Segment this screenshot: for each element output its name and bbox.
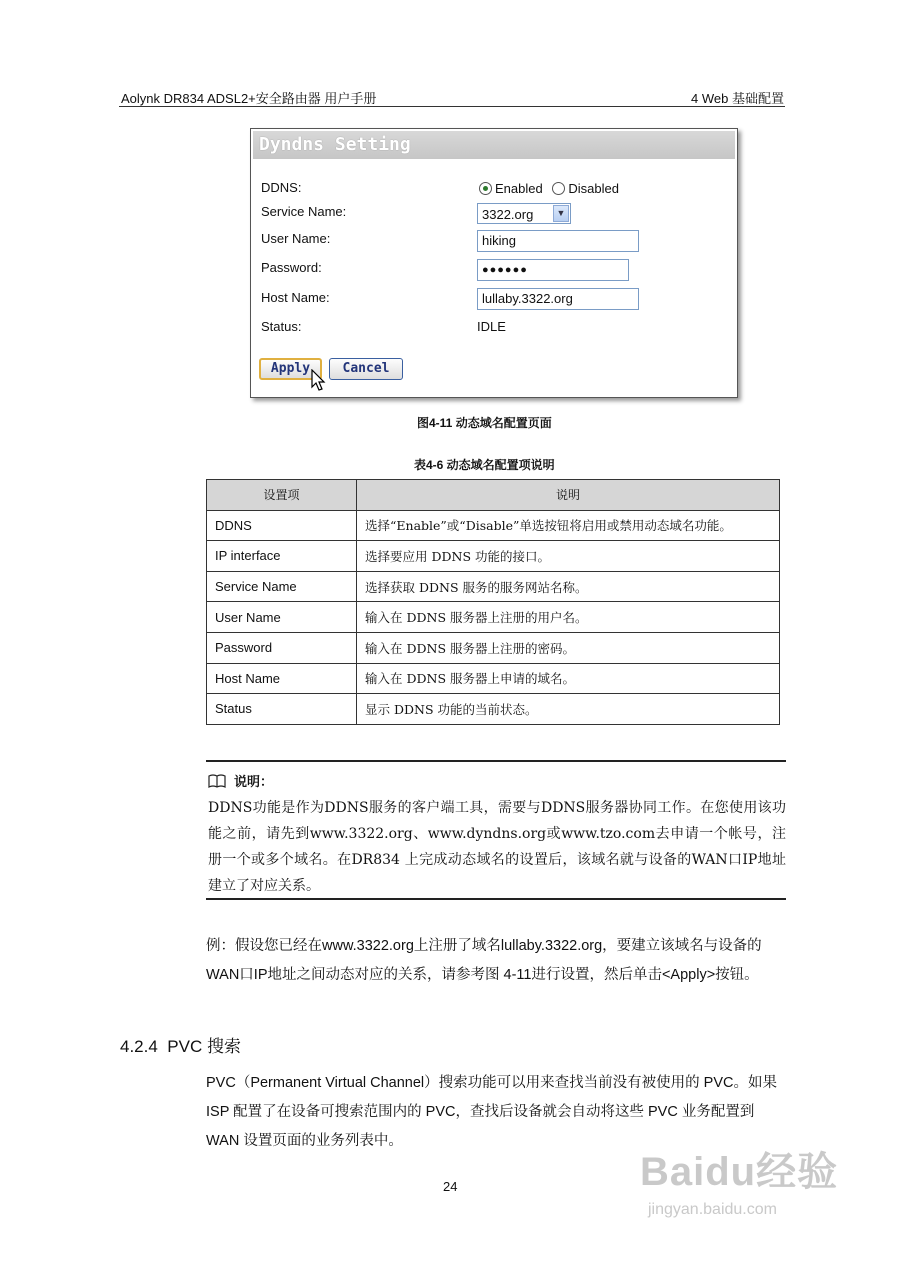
section-number: 4.2.4	[120, 1037, 158, 1056]
service-name-select[interactable]	[477, 203, 571, 224]
header-divider	[119, 106, 785, 107]
cell-setting: Status	[207, 694, 357, 725]
example-paragraph: 例：假设您已经在www.3322.org上注册了域名lullaby.3322.org，要建立该域名与设备的WAN口IP地址之间动态对应的关系，请参考图 4-11进行设置，然后单击<Apply>按钮。	[206, 938, 762, 983]
pvc-paragraph: PVC（Permanent Virtual Channel）搜索功能可以用来查找当前没有被使用的 PVC。如果 ISP 配置了在设备可搜索范围内的 PVC，查找后设备就会自动将这些 PVC 业务配置到 WAN 设置页面的业务列表中。	[206, 1075, 777, 1149]
header-title: Aolynk DR834 ADSL2+安全路由器 用户手册	[121, 91, 377, 106]
section-heading	[120, 1032, 241, 1057]
header-chapter: 4 Web 基础配置	[691, 91, 784, 106]
cell-description: 选择获取 DDNS 服务的服务网站名称。	[357, 571, 780, 602]
cell-description: 选择要应用 DDNS 功能的接口。	[357, 541, 780, 572]
cell-description: 输入在 DDNS 服务器上注册的用户名。	[357, 602, 780, 633]
book-icon	[208, 774, 226, 788]
enabled-radio[interactable]	[479, 182, 492, 195]
apply-button[interactable]: Apply	[259, 358, 322, 380]
service-name-label: Service Name:	[261, 204, 347, 219]
cell-setting: User Name	[207, 602, 357, 633]
ddns-radio-group	[479, 181, 619, 196]
table-row	[207, 602, 780, 633]
table-row	[207, 632, 780, 663]
table-row	[207, 694, 780, 725]
cell-description: 显示 DDNS 功能的当前状态。	[357, 694, 780, 725]
note-heading	[208, 771, 273, 790]
header-setting: 设置项	[207, 480, 357, 511]
cell-description: 输入在 DDNS 服务器上申请的域名。	[357, 663, 780, 694]
user-name-input[interactable]: hiking	[477, 230, 639, 252]
cell-setting: Service Name	[207, 571, 357, 602]
table-caption: 表4-6 动态域名配置项说明	[414, 458, 555, 472]
cell-setting: IP interface	[207, 541, 357, 572]
baidu-watermark	[640, 1140, 838, 1219]
disabled-radio[interactable]	[552, 182, 565, 195]
table-row	[207, 541, 780, 572]
chevron-down-icon[interactable]: ▼	[553, 205, 569, 222]
ddns-label: DDNS:	[261, 180, 302, 195]
note-bottom-rule	[206, 898, 786, 900]
watermark-url: jingyan.baidu.com	[648, 1201, 777, 1218]
table-row	[207, 510, 780, 541]
note-title: 说明：	[234, 774, 274, 789]
table-row	[207, 571, 780, 602]
status-value: IDLE	[477, 319, 506, 334]
host-name-input[interactable]: lullaby.3322.org	[477, 288, 639, 310]
watermark-brand: Baidu经验	[640, 1150, 839, 1194]
table-row	[207, 663, 780, 694]
settings-table	[206, 479, 780, 725]
user-name-label: User Name:	[261, 231, 331, 246]
table-header-row	[207, 480, 780, 511]
service-name-value: 3322.org	[482, 207, 534, 222]
figure-caption: 图4-11 动态域名配置页面	[417, 416, 552, 430]
cell-description: 输入在 DDNS 服务器上注册的密码。	[357, 632, 780, 663]
status-label: Status:	[261, 319, 302, 334]
host-name-label: Host Name:	[261, 290, 330, 305]
header-description: 说明	[357, 480, 780, 511]
cell-description: 选择“Enable”或“Disable”单选按钮将启用或禁用动态域名功能。	[357, 510, 780, 541]
cell-setting: Password	[207, 632, 357, 663]
mouse-cursor-icon	[311, 369, 327, 393]
cell-setting: Host Name	[207, 663, 357, 694]
password-input[interactable]: ●●●●●●	[477, 259, 629, 281]
section-title: PVC 搜索	[167, 1037, 241, 1056]
panel-title: Dyndns Setting	[253, 131, 735, 159]
note-body: DDNS功能是作为DDNS服务的客户端工具，需要与DDNS服务器协同工作。在您使用该功能之前，请先到www.3322.org、www.dyndns.org或www.tzo.com去申请一个帐号，注册一个或多个域名。在DR834 上完成动态域名的设置后，该域名就与设备的WAN口IP地址建立了对应关系。	[208, 800, 786, 894]
cell-setting: DDNS	[207, 510, 357, 541]
note-top-rule	[206, 760, 786, 762]
page-number: 24	[443, 1179, 458, 1194]
cancel-button[interactable]: Cancel	[329, 358, 403, 380]
disabled-label: Disabled	[568, 181, 619, 196]
password-label: Password:	[261, 260, 322, 275]
enabled-label: Enabled	[495, 181, 543, 196]
dyndns-setting-panel	[250, 128, 738, 398]
